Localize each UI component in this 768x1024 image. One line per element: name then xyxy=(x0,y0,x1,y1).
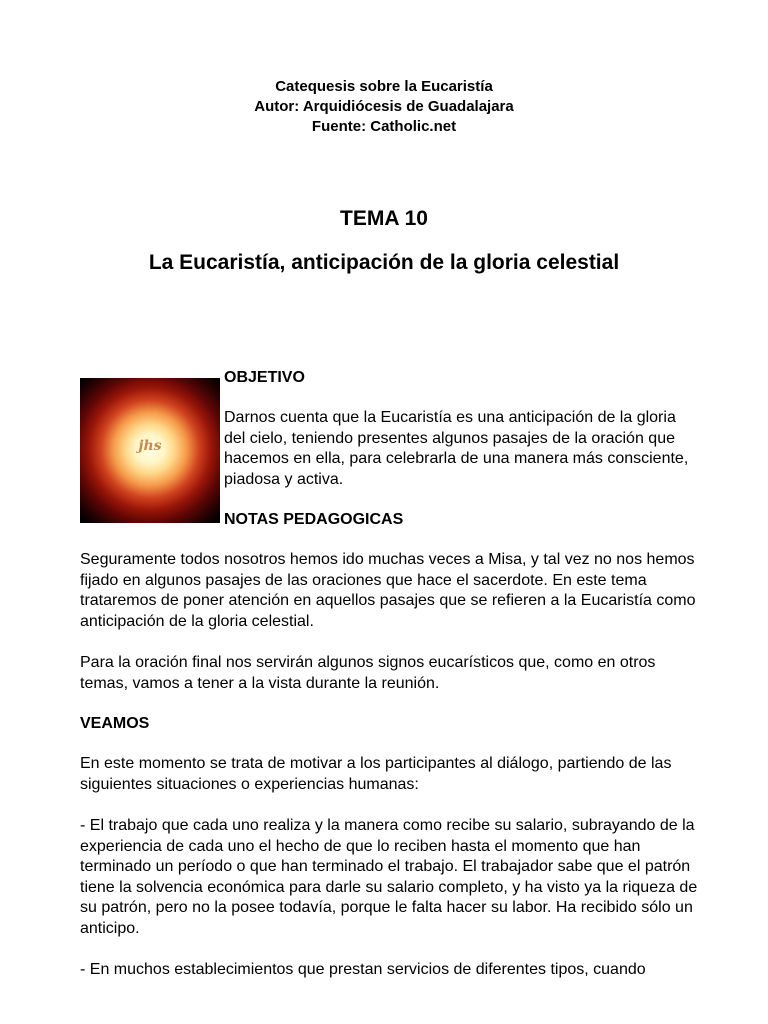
veamos-paragraph-3: - En muchos establecimientos que prestan servicios de diferentes tipos, cuando xyxy=(80,961,646,978)
main-body xyxy=(80,550,700,981)
document-header xyxy=(0,77,768,137)
pedagogical-notes-heading: NOTAS PEDAGOGICAS xyxy=(224,511,404,528)
header-series-title: Catequesis sobre la Eucaristía xyxy=(275,78,493,95)
emblem-label: jhs xyxy=(138,438,162,454)
veamos-paragraph-2: - El trabajo que cada uno realiza y la manera como recibe su salario, subrayando de la experiencia de cada uno el hecho de que lo reciben hasta el momento que han terminado un período o que han terminado el trabajo. El trabajador sabe que el patrón tiene la solvencia económica para darle su salario completo, y ha visto ya la riqueza de su patrón, pero no la posee todavía, porque le falta hacer su labor. Ha recibido sólo un anticipo. xyxy=(80,817,698,937)
objective-section xyxy=(224,368,694,530)
pedagogical-notes-paragraph-1: Seguramente todos nosotros hemos ido muchas veces a Misa, y tal vez no nos hemos fijado en algunos pasajes de las oraciones que hace el sacerdote. En este tema trataremos de poner atención en aquellos pasajes que se refieren a la Eucaristía como anticipación de la gloria celestial. xyxy=(80,551,696,630)
veamos-heading: VEAMOS xyxy=(80,715,150,732)
veamos-paragraph-1: En este momento se trata de motivar a los participantes al diálogo, partiendo de las siguientes situaciones o experiencias humanas: xyxy=(80,755,672,793)
objective-text: Darnos cuenta que la Eucaristía es una anticipación de la gloria del cielo, teniendo presentes algunos pasajes de la oración que hacemos en ella, para celebrarla de una manera más consciente, piadosa y activa. xyxy=(224,409,689,488)
topic-number: TEMA 10 xyxy=(340,207,428,230)
pedagogical-notes-paragraph-2: Para la oración final nos servirán algunos signos eucarísticos que, como en otros temas, vamos a tener a la vista durante la reunión. xyxy=(80,654,656,692)
header-author: Autor: Arquidiócesis de Guadalajara xyxy=(254,98,514,115)
topic-title: La Eucaristía, anticipación de la gloria celestial xyxy=(148,251,620,274)
header-source: Fuente: Catholic.net xyxy=(311,118,457,135)
jhs-emblem-image xyxy=(80,378,220,523)
objective-heading: OBJETIVO xyxy=(224,369,305,386)
